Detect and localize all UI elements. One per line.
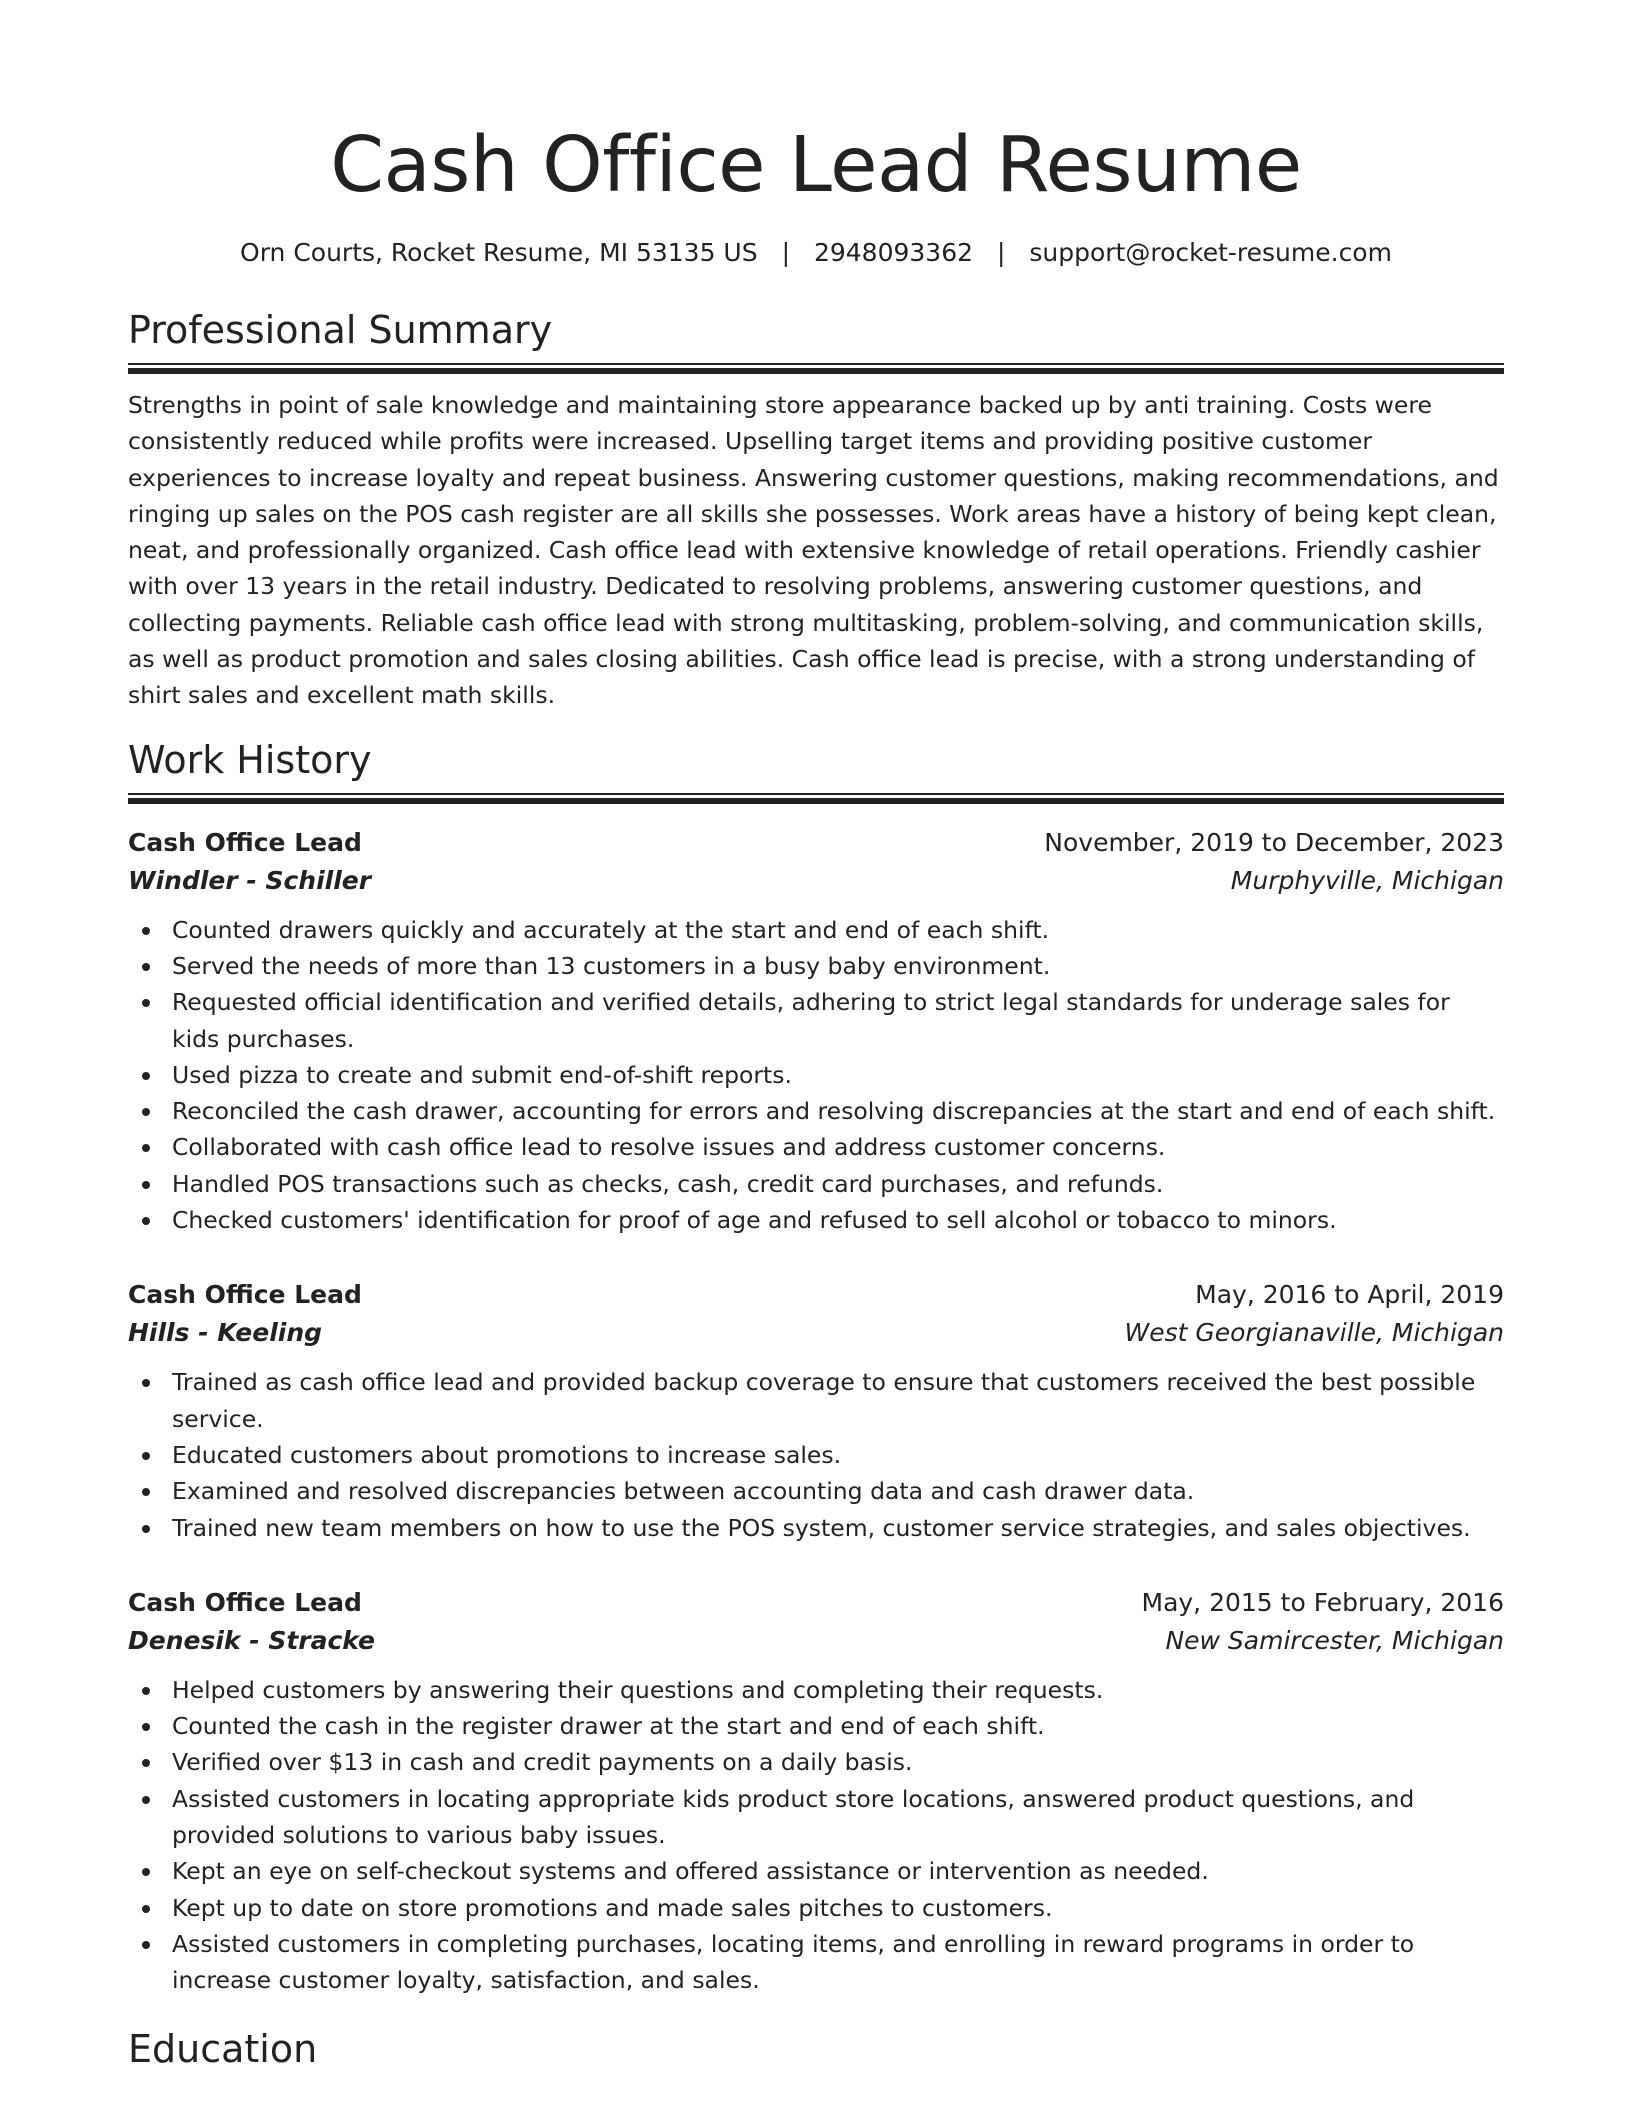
job-employer-row xyxy=(128,1314,1504,1352)
job-bullet: Checked customers' identification for proof of age and refused to sell alcohol or tobacco to minors. xyxy=(128,1202,1504,1238)
job-bullet: Kept an eye on self-checkout systems and offered assistance or intervention as needed. xyxy=(128,1853,1504,1889)
job-bullet: Trained new team members on how to use the POS system, customer service strategies, and sales objectives. xyxy=(128,1510,1504,1546)
job-dates: May, 2015 to February, 2016 xyxy=(1141,1587,1504,1617)
job-bullet: Examined and resolved discrepancies between accounting data and cash drawer data. xyxy=(128,1473,1504,1509)
contact-separator: | xyxy=(781,238,790,267)
contact-email: support@rocket-resume.com xyxy=(1029,238,1392,267)
job-company: Denesik - Stracke xyxy=(128,1625,375,1655)
job-dates: May, 2016 to April, 2019 xyxy=(1195,1280,1504,1310)
job-bullet: Reconciled the cash drawer, accounting for errors and resolving discrepancies at the start and end of each shift. xyxy=(128,1093,1504,1129)
job-employer-row xyxy=(128,862,1504,900)
job-entry xyxy=(128,1276,1504,1545)
job-header-row xyxy=(128,824,1504,862)
summary-heading: Professional Summary xyxy=(128,308,553,352)
job-bullet: Helped customers by answering their questions and completing their requests. xyxy=(128,1672,1504,1708)
job-bullet: Used pizza to create and submit end-of-shift reports. xyxy=(128,1057,1504,1093)
job-title: Cash Office Lead xyxy=(128,827,362,857)
job-title: Cash Office Lead xyxy=(128,1280,362,1310)
job-location: New Samircester, Michigan xyxy=(1165,1625,1504,1655)
summary-text: Strengths in point of sale knowledge and maintaining store appearance backed up by anti training. Costs were consistently reduced while profits were increased. Upselling target items and providing positive customer experiences to increase loyalty and repeat business. Answering customer questions, making recommendations, and ringing up sales on the POS cash register are all skills she possesses. Work areas have a history of being kept clean, neat, and professionally organized. Cash office lead with extensive knowledge of retail operations. Friendly cashier with over 13 years in the retail industry. Dedicated to resolving problems, answering customer questions, and collecting payments. Reliable cash office lead with strong multitasking, problem-solving, and communication skills, as well as product promotion and sales closing abilities. Cash office lead is precise, with a strong understanding of shirt sales and excellent math skills. xyxy=(128,391,1499,710)
job-bullet: Requested official identification and verified details, adhering to strict legal standards for underage sales for kids purchases. xyxy=(128,984,1504,1057)
job-bullet-list xyxy=(128,912,1504,1239)
job-title: Cash Office Lead xyxy=(128,1587,362,1617)
job-header-row xyxy=(128,1276,1504,1314)
job-bullet: Educated customers about promotions to increase sales. xyxy=(128,1437,1504,1473)
job-bullet: Assisted customers in completing purchases, locating items, and enrolling in reward programs in order to increase customer loyalty, satisfaction, and sales. xyxy=(128,1926,1504,1999)
job-bullet: Kept up to date on store promotions and made sales pitches to customers. xyxy=(128,1890,1504,1926)
job-dates: November, 2019 to December, 2023 xyxy=(1044,827,1504,857)
job-employer-row xyxy=(128,1622,1504,1660)
job-bullet: Verified over $13 in cash and credit payments on a daily basis. xyxy=(128,1744,1504,1780)
contact-line xyxy=(128,236,1504,270)
job-company: Hills - Keeling xyxy=(128,1318,323,1348)
job-bullet: Handled POS transactions such as checks, cash, credit card purchases, and refunds. xyxy=(128,1166,1504,1202)
job-bullet: Counted the cash in the register drawer at the start and end of each shift. xyxy=(128,1708,1504,1744)
section-divider xyxy=(128,793,1504,804)
work-history-heading: Work History xyxy=(128,737,372,782)
job-location: West Georgianaville, Michigan xyxy=(1124,1318,1504,1348)
job-bullet: Assisted customers in locating appropriate kids product store locations, answered product questions, and provided solutions to various baby issues. xyxy=(128,1781,1504,1854)
resume-title: Cash Office Lead Resume xyxy=(330,121,1302,210)
job-bullet-list xyxy=(128,1672,1504,1999)
work-history-section xyxy=(128,736,1504,1999)
job-bullet: Served the needs of more than 13 customers in a busy baby environment. xyxy=(128,948,1504,984)
job-bullet: Collaborated with cash office lead to resolve issues and address customer concerns. xyxy=(128,1129,1504,1165)
job-company: Windler - Schiller xyxy=(128,865,372,895)
job-header-row xyxy=(128,1584,1504,1622)
summary-section xyxy=(128,306,1504,714)
contact-phone: 2948093362 xyxy=(813,238,974,267)
contact-address: Orn Courts, Rocket Resume, MI 53135 US xyxy=(240,238,758,267)
job-entry xyxy=(128,824,1504,1239)
job-bullet-list xyxy=(128,1364,1504,1545)
job-bullet: Trained as cash office lead and provided backup coverage to ensure that customers received the best possible service. xyxy=(128,1364,1504,1437)
education-section xyxy=(128,2025,1504,2073)
job-bullet: Counted drawers quickly and accurately at the start and end of each shift. xyxy=(128,912,1504,948)
contact-separator: | xyxy=(996,238,1006,267)
section-divider xyxy=(128,363,1504,374)
job-entry xyxy=(128,1584,1504,1999)
job-location: Murphyville, Michigan xyxy=(1230,865,1504,895)
education-heading: Education xyxy=(128,2026,318,2071)
